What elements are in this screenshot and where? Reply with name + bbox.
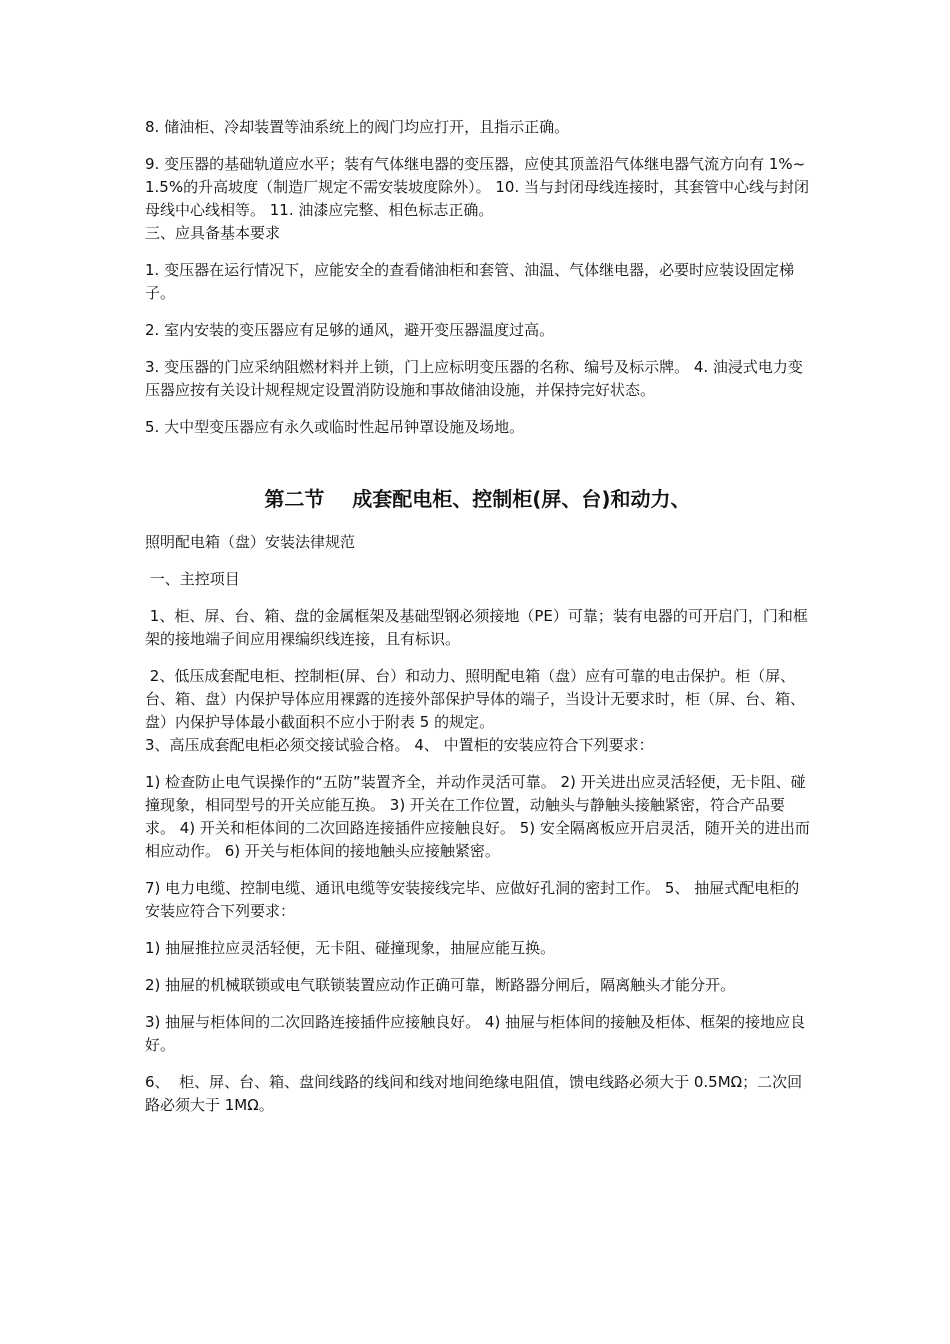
- section-subtitle: 照明配电箱（盘）安装法律规范: [145, 533, 356, 551]
- drawer-items-3-4: 3) 抽屉与柜体间的二次回路连接插件应接触良好。 4) 抽屉与柜体间的接触及柜体、框架的接地应良好。: [145, 1013, 806, 1054]
- main-item-6: 6、 柜、屏、台、箱、盘间线路的线间和线对地间绝缘电阻值，馈电线路必须大于 0.5MΩ；二次回路必须大于 1MΩ。: [145, 1073, 803, 1114]
- main-items-heading: 一、主控项目: [145, 570, 240, 588]
- drawer-item-2: 2) 抽屉的机械联锁或电气联锁装置应动作正确可靠，断路器分闸后，隔离触头才能分开。: [145, 976, 736, 994]
- central-cabinet-item-7: 7) 电力电缆、控制电缆、通讯电缆等安装接线完毕、应做好孔洞的密封工作。 5、 抽屉式配电柜的安装应符合下列要求：: [145, 879, 800, 920]
- subheading-requirements: 三、应具备基本要求: [145, 224, 281, 242]
- requirement-2: 2. 室内安装的变压器应有足够的通风，避开变压器温度过高。: [145, 321, 555, 339]
- requirement-5: 5. 大中型变压器应有永久或临时性起吊钟罩设施及场地。: [145, 418, 525, 436]
- requirement-1: 1. 变压器在运行情况下，应能安全的查看储油柜和套管、油温、气体继电器，必要时应装设固定梯子。: [145, 261, 795, 302]
- drawer-item-1: 1) 抽屉推拉应灵活轻便，无卡阻、碰撞现象，抽屉应能互换。: [145, 939, 556, 957]
- section-heading: 第二节 成套配电柜、控制柜(屏、台)和动力、: [264, 487, 691, 511]
- main-item-2: 2、低压成套配电柜、控制柜(屏、台）和动力、照明配电箱（盘）应有可靠的电击保护。柜（屏、台、箱、盘）内保护导体应用裸露的连接外部保护导体的端子，当设计无要求时，柜（屏、台、箱、盘）内保护导体最小截面积不应小于附表 5 的规定。: [145, 667, 806, 731]
- main-item-1: 1、柜、屏、台、箱、盘的金属框架及基础型钢必须接地（PE）可靠；装有电器的可开启门，门和框架的接地端子间应用裸编织线连接，且有标识。: [145, 607, 808, 648]
- requirement-3-4: 3. 变压器的门应采纳阻燃材料并上锁，门上应标明变压器的名称、编号及标示牌。 4. 油浸式电力变压器应按有关设计规程规定设置消防设施和事故储油设施，并保持完好状态。: [145, 358, 803, 399]
- paragraph-item-8: 8. 储油柜、冷却装置等油系统上的阀门均应打开，且指示正确。: [145, 118, 570, 136]
- paragraph-items-9-11: 9. 变压器的基础轨道应水平；装有气体继电器的变压器，应使其顶盖沿气体继电器气流方向有 1%~1.5%的升高坡度（制造厂规定不需安装坡度除外）。 10. 当与封闭母线连接时，其套管中心线与封闭母线中心线相等。 11. 油漆应完整、相色标志正确。: [145, 155, 810, 219]
- main-items-3-4: 3、高压成套配电柜必须交接试验合格。 4、 中置柜的安装应符合下列要求：: [145, 736, 654, 754]
- central-cabinet-requirements: 1) 检查防止电气误操作的“五防”装置齐全，并动作灵活可靠。 2) 开关进出应灵活轻便，无卡阻、碰撞现象，相同型号的开关应能互换。 3) 开关在工作位置，动触头与静触头接触紧密，符合产品要求。 4) 开关和柜体间的二次回路连接插件应接触良好。 5) 安全隔离板应开启灵活，随开关的进出而相应动作。 6) 开关与柜体间的接地触头应接触紧密。: [145, 773, 810, 860]
- document-page: [145, 116, 810, 1131]
